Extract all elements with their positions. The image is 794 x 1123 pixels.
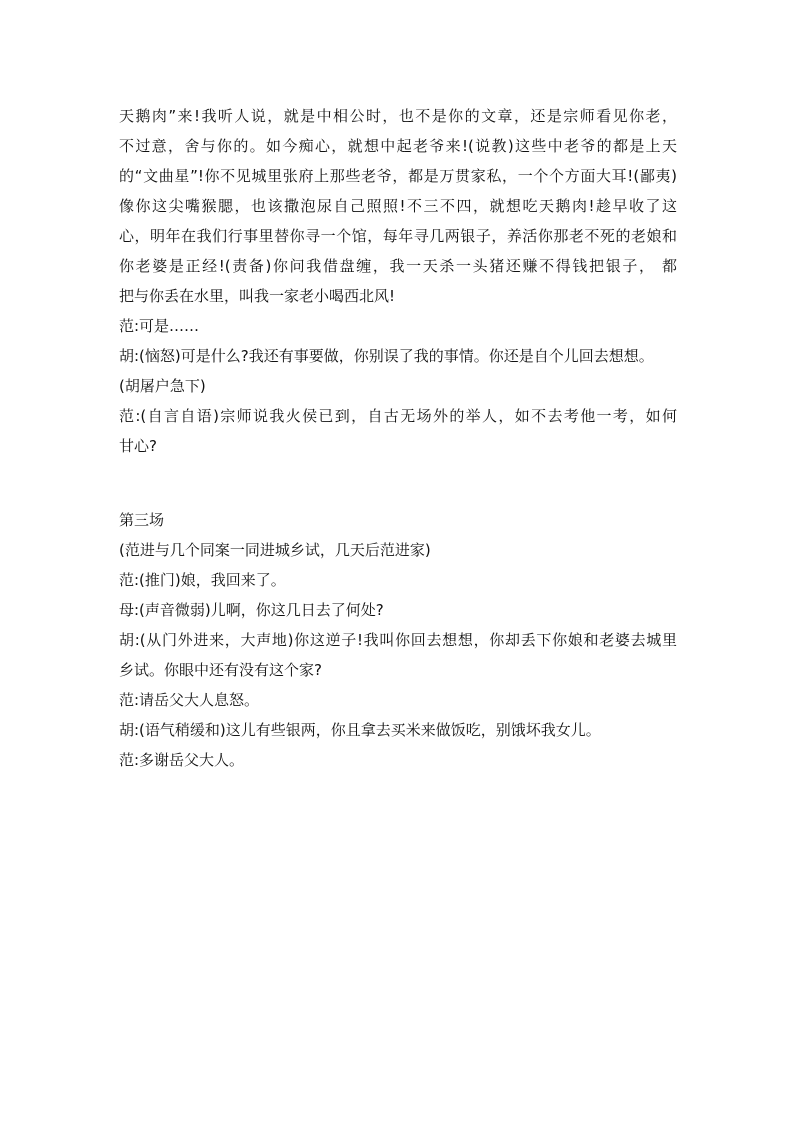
text-line: 把与你丢在水里，叫我一家老小喝西北风! — [119, 287, 396, 305]
text-line: 范:可是…… — [119, 317, 200, 335]
paragraph-3 — [119, 341, 677, 371]
text-line: 范:(自言自语)宗师说我火侯已到，自古无场外的举人，如不去考他一考，如何 — [119, 407, 677, 425]
text-line: 范:多谢岳父大人。 — [119, 751, 245, 769]
text-line: 胡:(恼怒)可是什么?我还有事要做，你别误了我的事情。你还是自个儿回去想想。 — [119, 347, 654, 365]
section-paragraph-3 — [119, 595, 677, 625]
section-gap — [119, 461, 677, 505]
text-line: 胡:(语气稍缓和)这儿有些银两，你且拿去买米来做饭吃，别饿坏我女儿。 — [119, 721, 601, 739]
paragraph-1 — [119, 101, 677, 311]
text-line: 你老婆是正经!(责备)你问我借盘缠，我一天杀一头猪还赚不得钱把银子， 都 — [119, 257, 677, 275]
document-body — [119, 101, 677, 775]
section-title: 第三场 — [119, 511, 165, 529]
text-line: 甘心? — [119, 437, 157, 455]
text-line: 范:(推门)娘，我回来了。 — [119, 571, 286, 589]
text-line: 天鹅肉”来!我听人说，就是中相公时，也不是你的文章，还是宗师看见你老， — [119, 107, 677, 125]
section-paragraph-2 — [119, 565, 677, 595]
text-line: 乡试。你眼中还有没有这个家? — [119, 661, 322, 679]
section-paragraph-1 — [119, 535, 677, 565]
paragraph-2 — [119, 311, 677, 341]
paragraph-4 — [119, 371, 677, 401]
section-paragraph-7 — [119, 745, 677, 775]
text-line: (胡屠户急下) — [119, 377, 206, 395]
text-line: 像你这尖嘴猴腮，也该撒泡尿自己照照!不三不四，就想吃天鹅肉!趁早收了这 — [119, 197, 677, 215]
text-line: 不过意，舍与你的。如今痴心，就想中起老爷来!(说教)这些中老爷的都是上天 — [119, 137, 677, 155]
section-paragraph-6 — [119, 715, 677, 745]
section-paragraph-4 — [119, 625, 677, 685]
text-line: 胡:(从门外进来，大声地)你这逆子!我叫你回去想想，你却丢下你娘和老婆去城里 — [119, 631, 677, 649]
text-line: 心，明年在我们行事里替你寻一个馆，每年寻几两银子，养活你那老不死的老娘和 — [119, 227, 677, 245]
paragraph-5 — [119, 401, 677, 461]
text-line: 母:(声音微弱)儿啊，你这几日去了何处? — [119, 601, 384, 619]
text-line: (范进与几个同案一同进城乡试，几天后范进家) — [119, 541, 431, 559]
section-paragraph-5 — [119, 685, 677, 715]
text-line: 的“文曲星”!你不见城里张府上那些老爷，都是万贯家私，一个个方面大耳!(鄙夷) — [119, 167, 677, 185]
text-line: 范:请岳父大人息怒。 — [119, 691, 260, 709]
